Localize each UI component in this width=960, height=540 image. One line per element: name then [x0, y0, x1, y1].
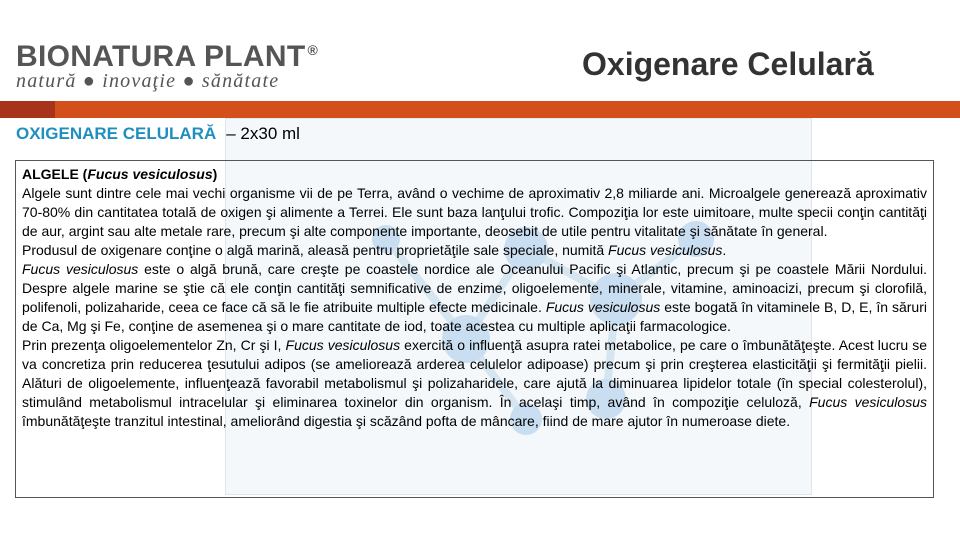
slide-title: Oxigenare Celulară: [582, 46, 874, 82]
accent-band-right: [55, 101, 960, 118]
paragraph-fucus: [22, 260, 927, 336]
section-heading: [22, 165, 927, 184]
product-quantity: – 2x30 ml: [226, 124, 300, 143]
description-box: [15, 160, 934, 498]
p4-species-b: Fucus vesiculosus: [809, 394, 927, 410]
brand-name: BIONATURA PLANT: [16, 40, 306, 73]
p4-text-a: Prin prezenţa oligoelementelor Zn, Cr şi I,: [22, 337, 286, 353]
p3-text-b: este bogată în vitaminele B, D, E, în săruri de Ca, Mg şi Fe, conţine de asemenea şi o mare cantitate de iod, toate acestea cu multiple aplicaţii farmacologice.: [22, 299, 927, 334]
p4-text-b: exercită o influenţă asupra ratei metabolice, pe care o îmbunătăţeşte. Acest lucru se va concretiza prin reducerea ţesutului adipos (se ameliorează arderea celulelor adipoase) precum şi prin creşterea elasticităţii şi fermităţii pielii. Alături de oligoelemente, influenţează favorabil metabolismul şi polizaharidele, care ajută la diminuarea lipidelor totale (în special colesterolul), stimulând metabolismul intracelular şi eliminarea toxinelor din organism. În acelaşi timp, având în compoziţie celuloză,: [22, 337, 927, 410]
accent-band-left: [0, 101, 55, 118]
paragraph-product: [22, 241, 927, 260]
p3-text-a: este o algă brună, care creşte pe coastele nordice ale Oceanului Pacific şi Atlantic, precum şi pe coastele Mării Nordului. Despre algele marine se ştie că ele conţin cantităţi semnificative de enzime, oligoelemente, minerale, vitamine, aminoacizi, precum şi clorofilă, polifenoli, polizaharide, ceea ce face că să le fie atribuite multiple efecte medicinale.: [22, 261, 927, 315]
p3-species-b: Fucus vesiculosus: [545, 299, 661, 315]
p2-species: Fucus vesiculosus: [608, 242, 723, 258]
paragraph-algae-intro: Algele sunt dintre cele mai vechi organisme vii de pe Terra, având o vechime de aproximativ 2,8 miliarde ani. Microalgele generează aproximativ 70-80% din cantitatea totală de oxigen şi alimente a Terrei. Ele sunt baza lanţului trofic. Compoziţia lor este uimitoare, multe specii conţin cantităţi de aur, argint sau alte metale rare, precum şi alte componente importante, deosebit de utile pentru vitalitate şi sănătate în general.: [22, 185, 927, 239]
p4-species-a: Fucus vesiculosus: [285, 337, 401, 353]
product-name: OXIGENARE CELULARĂ: [16, 124, 217, 143]
p2-end: .: [722, 242, 727, 258]
p2-text: Produsul de oxigenare conţine o algă marină, aleasă pentru proprietăţile sale speciale, numită: [22, 242, 609, 258]
heading-suffix: ): [212, 166, 218, 182]
p4-text-c: îmbunătăţeşte tranzitul intestinal, ameliorând digestia şi scăzând pofta de mâncare, fiind de mare ajutor în numeroase diete.: [22, 413, 791, 429]
product-title: [16, 124, 300, 144]
brand-tagline: natură ● inovaţie ● sănătate: [16, 70, 280, 92]
registered-mark: ®: [307, 42, 319, 58]
heading-species: Fucus vesiculosus: [87, 166, 213, 182]
brand-logo: [16, 40, 318, 74]
paragraph-effects: [22, 336, 927, 431]
heading-prefix: ALGELE (: [22, 166, 88, 182]
p3-species-a: Fucus vesiculosus: [22, 261, 139, 277]
